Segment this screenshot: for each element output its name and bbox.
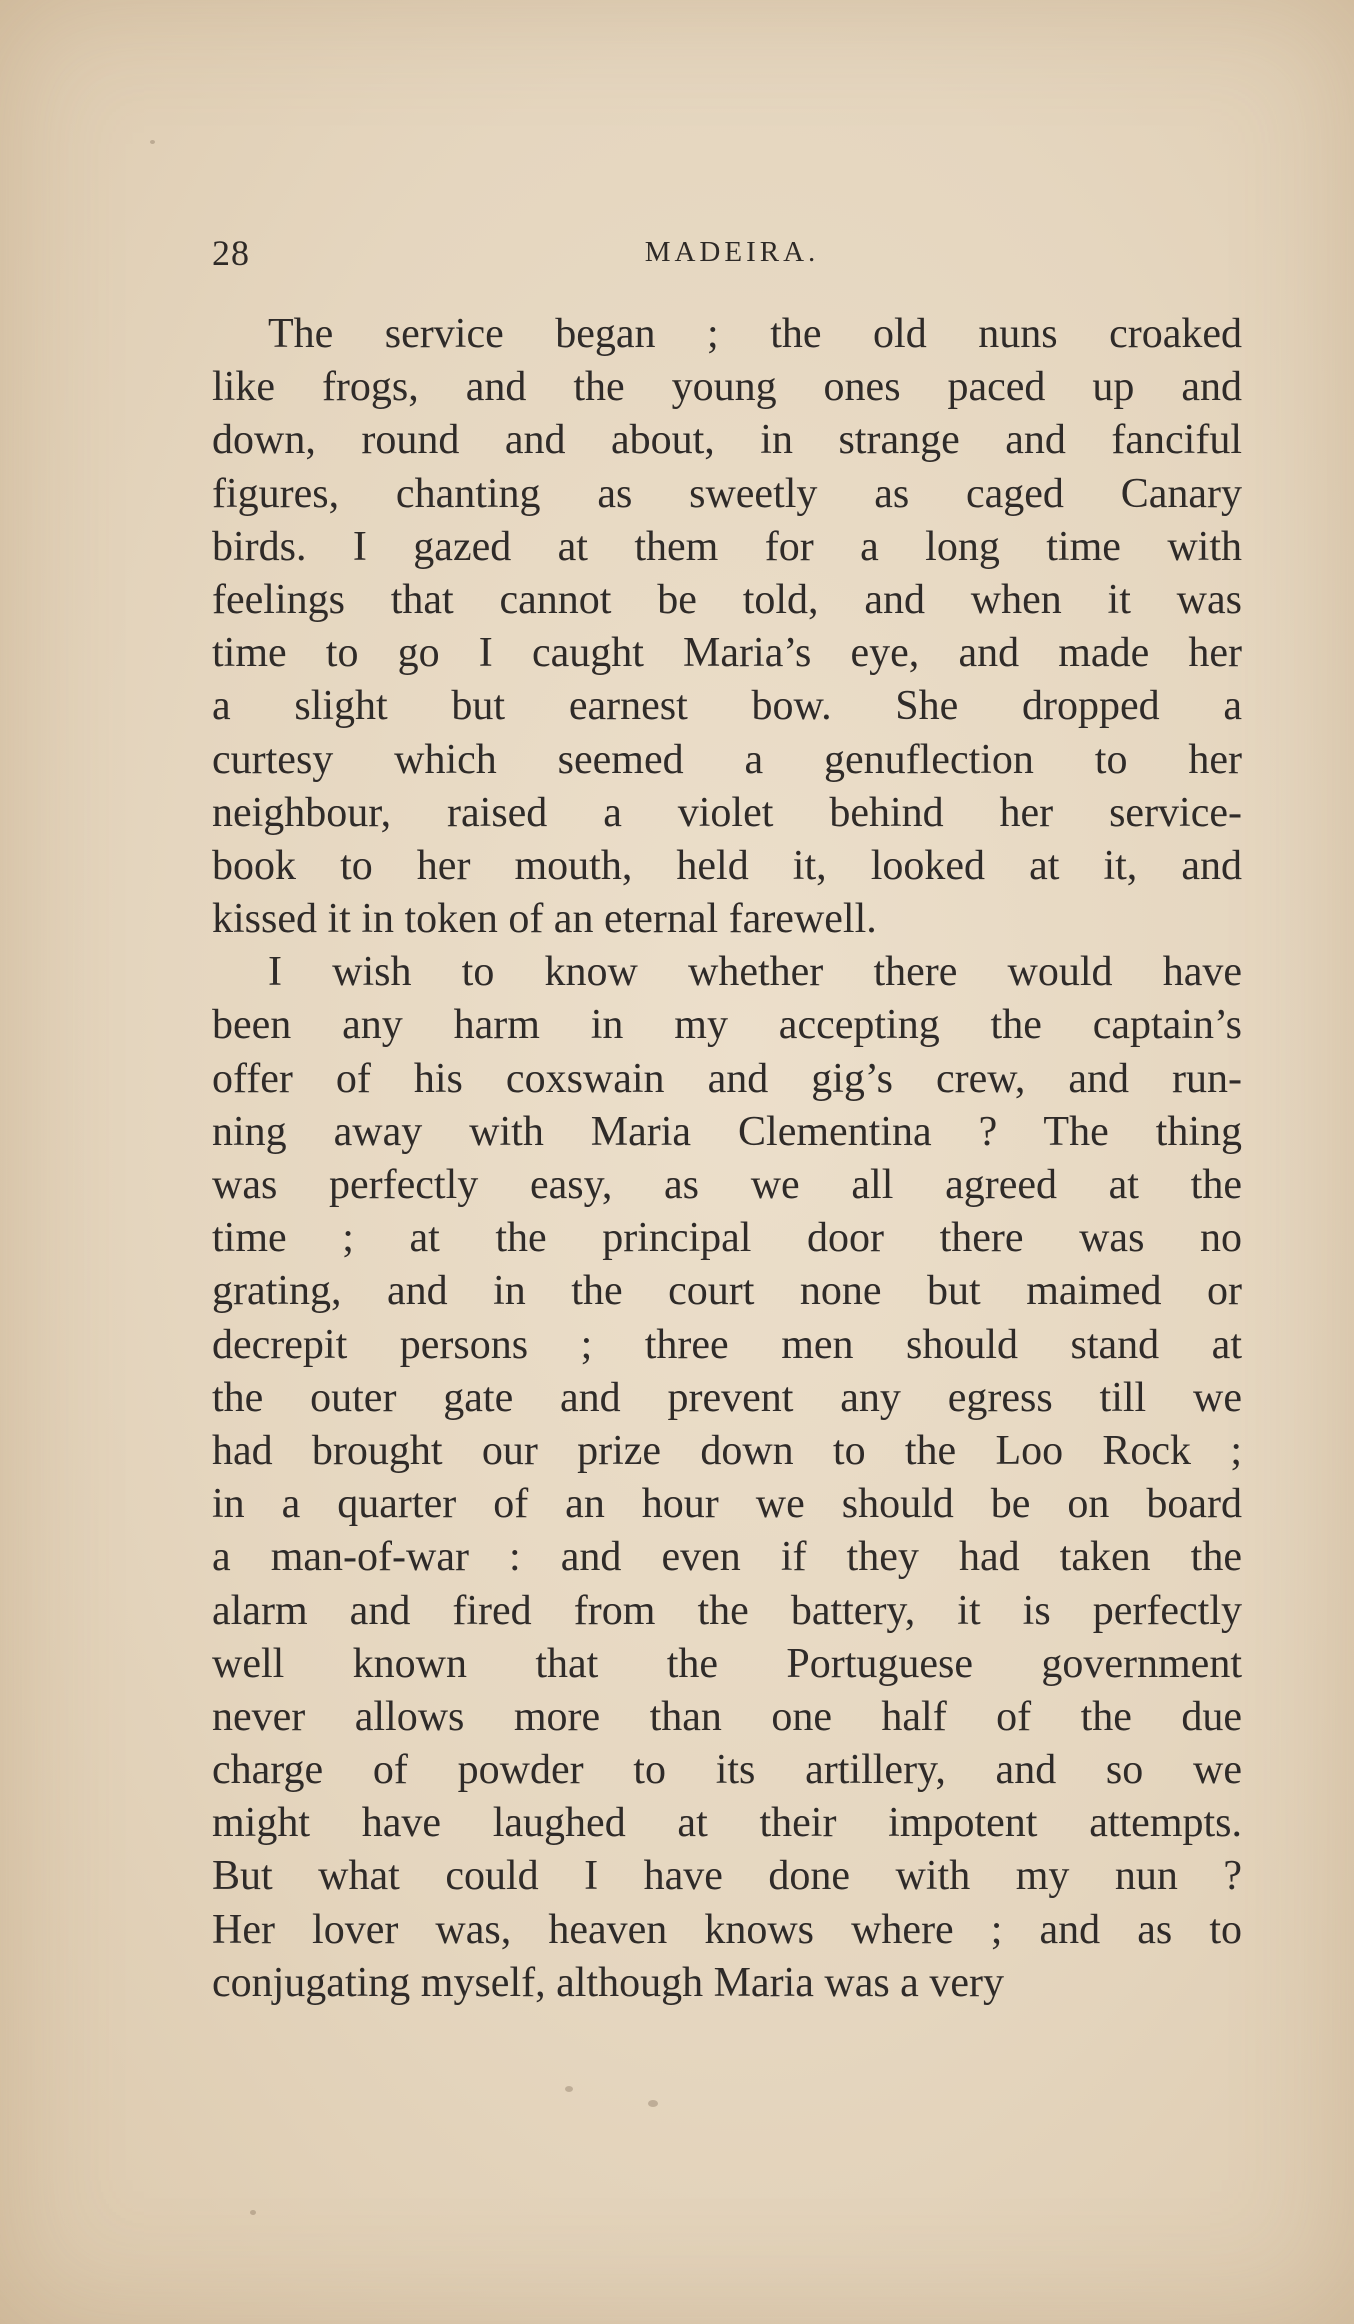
text-line: well known that the Portuguese government <box>212 1640 1242 1687</box>
text-line: a man-of-war : and even if they had taken the <box>212 1534 1242 1581</box>
text-line: birds. I gazed at them for a long time with <box>212 523 1242 570</box>
text-line: figures, chanting as sweetly as caged Canary <box>212 470 1242 517</box>
text-line: grating, and in the court none but maimed or <box>212 1268 1242 1315</box>
text-line: time ; at the principal door there was no <box>212 1215 1242 1262</box>
text-line: decrepit persons ; three men should stand at <box>212 1321 1242 1368</box>
text-line: book to her mouth, held it, looked at it, and <box>212 842 1242 889</box>
text-line: like frogs, and the young ones paced up and <box>212 364 1242 411</box>
text-line: might have laughed at their impotent attempts. <box>212 1800 1242 1847</box>
text-line: been any harm in my accepting the captain’s <box>212 1002 1242 1049</box>
page-number: 28 <box>212 233 250 273</box>
text-line: in a quarter of an hour we should be on board <box>212 1481 1242 1528</box>
running-title: MADEIRA. <box>644 236 820 268</box>
text-line: was perfectly easy, as we all agreed at the <box>212 1162 1242 1208</box>
text-line: Her lover was, heaven knows where ; and as to <box>212 1906 1242 1953</box>
text-line: I wish to know whether there would have <box>268 949 1242 996</box>
text-line: conjugating myself, although Maria was a very <box>212 1959 1004 2006</box>
text-line: neighbour, raised a violet behind her service- <box>212 789 1242 836</box>
text-line: The service began ; the old nuns croaked <box>268 311 1242 357</box>
text-line: kissed it in token of an eternal farewell. <box>212 896 877 943</box>
text-line: ning away with Maria Clementina ? The thing <box>212 1108 1242 1155</box>
text-line: a slight but earnest bow. She dropped a <box>212 683 1242 730</box>
text-line: offer of his coxswain and gig’s crew, and run- <box>212 1055 1242 1102</box>
running-head <box>212 232 1242 282</box>
text-line: But what could I have done with my nun ? <box>212 1853 1242 1900</box>
text-line: had brought our prize down to the Loo Rock ; <box>212 1427 1242 1474</box>
text-line: never allows more than one half of the due <box>212 1693 1242 1740</box>
paragraph-1 <box>212 308 1242 946</box>
text-line: alarm and fired from the battery, it is perfectly <box>212 1587 1242 1634</box>
text-line: down, round and about, in strange and fanciful <box>212 417 1242 464</box>
text-line: the outer gate and prevent any egress till we <box>212 1374 1242 1421</box>
text-line: charge of powder to its artillery, and so we <box>212 1747 1242 1794</box>
text-line: curtesy which seemed a genuflection to her <box>212 736 1242 783</box>
text-line: time to go I caught Maria’s eye, and made her <box>212 630 1242 677</box>
body-text <box>212 308 1242 2010</box>
text-line: feelings that cannot be told, and when it was <box>212 576 1242 623</box>
paragraph-2 <box>212 946 1242 2010</box>
